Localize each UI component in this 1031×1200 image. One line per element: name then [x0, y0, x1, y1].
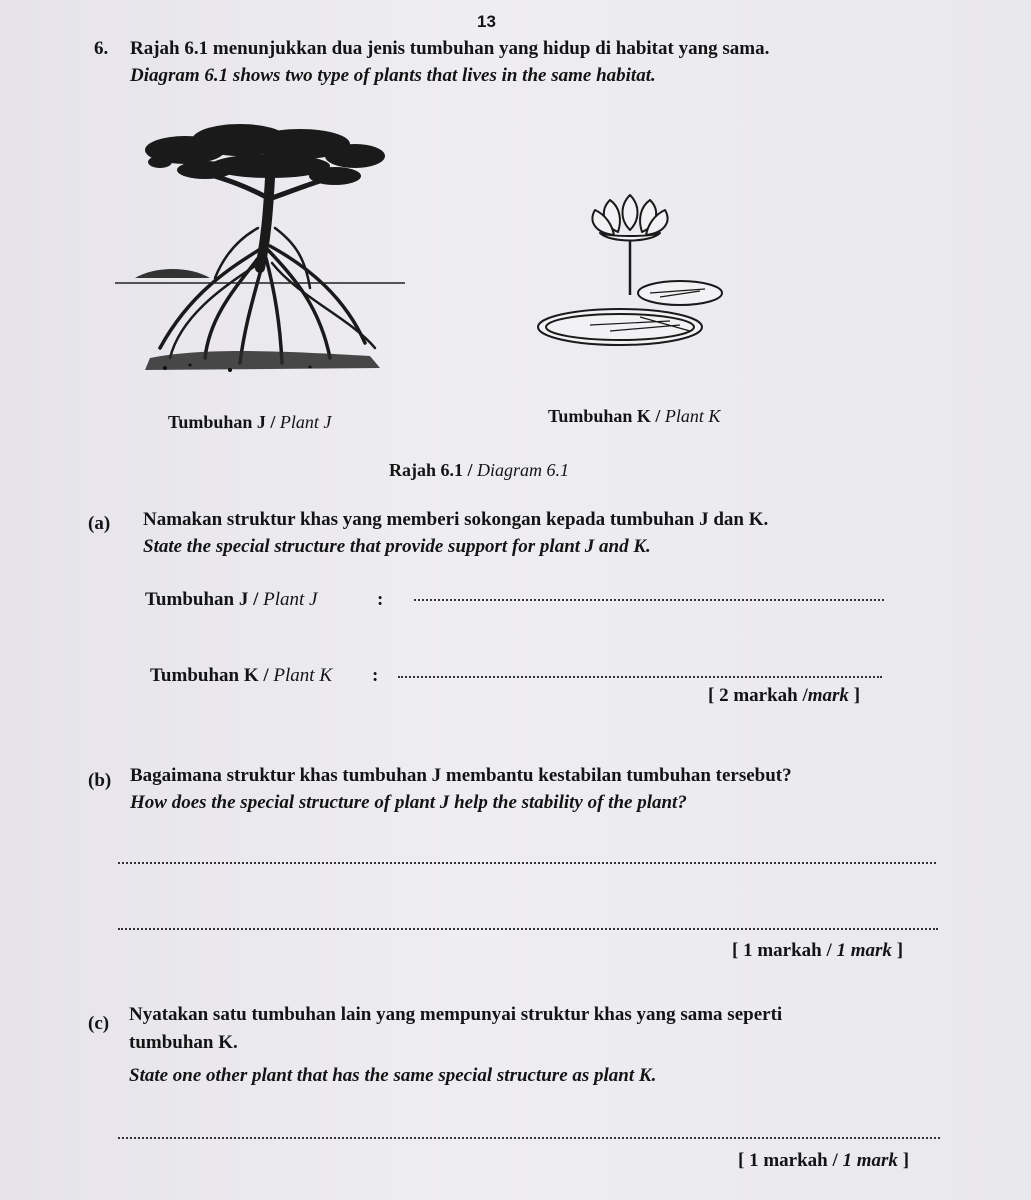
part-c-text-ms-line1: Nyatakan satu tumbuhan lain yang mempunyai struktur khas yang sama seperti — [129, 1004, 783, 1025]
part-a-answer-j-label-en: Plant J — [263, 589, 318, 610]
plant-k-label-en: Plant K — [664, 406, 721, 426]
question-number: 6. — [94, 38, 109, 59]
diagram-caption-ms: Rajah 6.1 / — [389, 460, 478, 480]
part-c-marks — [738, 1150, 909, 1172]
part-b-marks-close: ] — [891, 940, 904, 961]
part-c-answer-line[interactable] — [118, 1137, 940, 1139]
part-c-marks-en: 1 mark — [842, 1150, 898, 1171]
plant-j-label — [168, 412, 331, 433]
part-c-marks-ms: [ 1 markah / — [738, 1150, 843, 1171]
part-a-marks — [708, 685, 860, 707]
part-c-letter: (c) — [88, 1013, 110, 1034]
part-a-letter: (a) — [88, 513, 111, 534]
water-lily-plant-k-illustration — [530, 185, 730, 365]
part-b-text-en: How does the special structure of plant J help the stability of the plant? — [130, 792, 687, 813]
part-b-text-ms: Bagaimana struktur khas tumbuhan J membantu kestabilan tumbuhan tersebut? — [130, 765, 792, 786]
question-intro-en: Diagram 6.1 shows two type of plants that lives in the same habitat. — [130, 65, 656, 86]
part-b-marks — [732, 940, 903, 962]
part-a-answer-j-label-ms: Tumbuhan J / — [145, 589, 264, 610]
part-b-letter: (b) — [88, 770, 112, 791]
part-a-answer-k-line[interactable] — [398, 676, 882, 678]
part-a-answer-k-colon: : — [372, 665, 379, 686]
part-a-answer-k-label-en: Plant K — [273, 665, 332, 686]
question-intro-ms: Rajah 6.1 menunjukkan dua jenis tumbuhan yang hidup di habitat yang sama. — [130, 38, 770, 59]
part-a-marks-ms: [ 2 markah / — [708, 685, 808, 706]
plant-k-label-ms: Tumbuhan K / — [548, 406, 665, 426]
part-c-text-ms-line2: tumbuhan K. — [129, 1032, 238, 1053]
plant-j-label-ms: Tumbuhan J / — [168, 412, 280, 432]
diagram-caption-en: Diagram 6.1 — [477, 460, 570, 480]
part-a-text-en: State the special structure that provide support for plant J and K. — [143, 536, 651, 557]
page-number: 13 — [477, 12, 496, 31]
plant-k-label — [548, 406, 720, 427]
part-a-marks-en: mark — [807, 685, 849, 706]
part-c-marks-close: ] — [897, 1150, 910, 1171]
part-a-answer-j-line[interactable] — [414, 599, 884, 601]
part-a-answer-j-colon: : — [377, 589, 384, 610]
diagram-caption — [389, 460, 569, 481]
part-a-answer-k-label-ms: Tumbuhan K / — [150, 665, 274, 686]
part-a-answer-j-label — [145, 589, 317, 611]
part-c-text-en: State one other plant that has the same special structure as plant K. — [129, 1065, 657, 1086]
part-b-marks-en: 1 mark — [836, 940, 892, 961]
part-b-marks-ms: [ 1 markah / — [732, 940, 837, 961]
mangrove-plant-j-illustration — [110, 118, 410, 388]
plant-j-label-en: Plant J — [279, 412, 332, 432]
part-b-answer-line-1[interactable] — [118, 862, 936, 864]
part-b-answer-line-2[interactable] — [118, 928, 938, 930]
part-a-answer-k-label — [150, 665, 332, 687]
part-a-text-ms: Namakan struktur khas yang memberi sokongan kepada tumbuhan J dan K. — [143, 509, 769, 530]
part-a-marks-close: ] — [848, 685, 861, 706]
